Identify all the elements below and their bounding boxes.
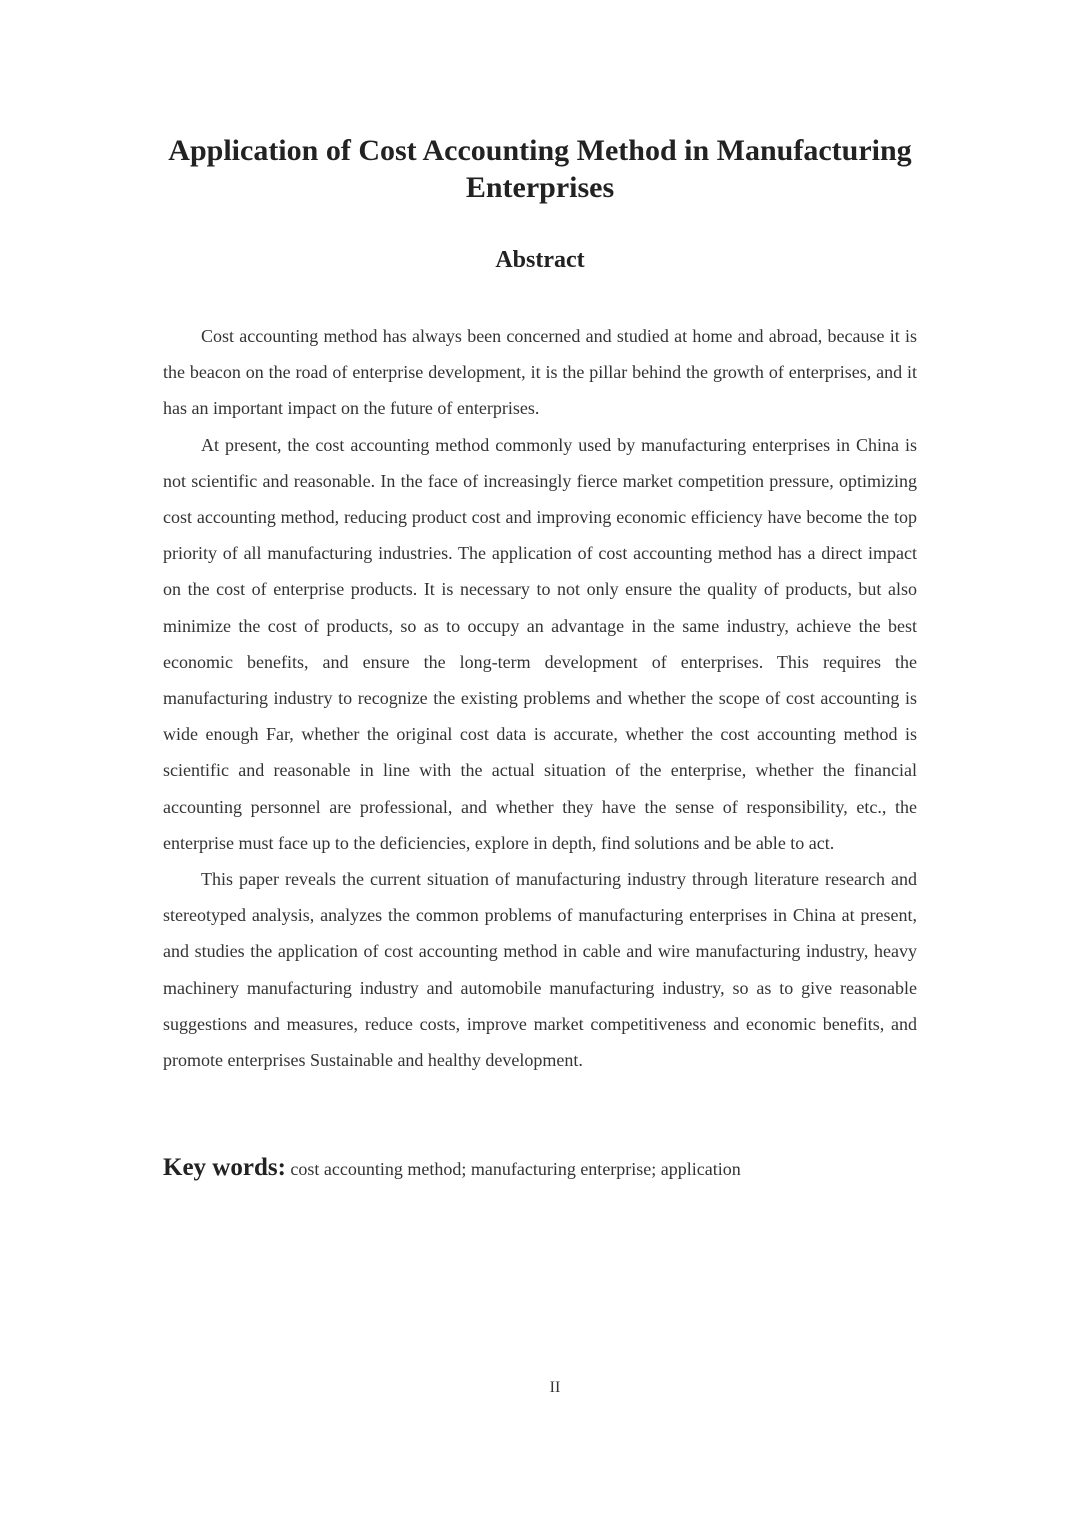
- abstract-paragraph-3: This paper reveals the current situation of manufacturing industry through literature research and stereotyped analysis, analyzes the common problems of manufacturing enterprises in China at present, and studies the application of cost accounting method in cable and wire manufacturing industry, heavy machinery manufacturing industry and automobile manufacturing industry, so as to give reasonable suggestions and measures, reduce costs, improve market competitiveness and economic benefits, and promote enterprises Sustainable and healthy development.: [163, 869, 917, 1071]
- keywords-text: cost accounting method; manufacturing enterprise; application: [290, 1159, 741, 1179]
- abstract-body: [163, 318, 917, 1078]
- document-title: Application of Cost Accounting Method in Manufacturing Enterprises: [168, 134, 912, 204]
- abstract-heading: Abstract: [495, 247, 585, 273]
- keywords-line: [163, 1150, 923, 1187]
- keywords-label: Key words:: [163, 1154, 286, 1181]
- abstract-paragraph-2: At present, the cost accounting method commonly used by manufacturing enterprises in China is not scientific and reasonable. In the face of increasingly fierce market competition pressure, optimizing cost accounting method, reducing product cost and improving economic efficiency have become the top priority of all manufacturing industries. The application of cost accounting method has a direct impact on the cost of enterprise products. It is necessary to not only ensure the quality of products, but also minimize the cost of products, so as to occupy an advantage in the same industry, achieve the best economic benefits, and ensure the long-term development of enterprises. This requires the manufacturing industry to recognize the existing problems and whether the scope of cost accounting is wide enough Far, whether the original cost data is accurate, whether the cost accounting method is scientific and reasonable in line with the actual situation of the enterprise, whether the financial accounting personnel are professional, and whether they have the sense of responsibility, etc., the enterprise must face up to the deficiencies, explore in depth, find solutions and be able to act.: [163, 434, 917, 853]
- page-number: II: [549, 1379, 561, 1396]
- abstract-paragraph-1: Cost accounting method has always been concerned and studied at home and abroad, because it is the beacon on the road of enterprise development, it is the pillar behind the growth of enterprises, and it has an important impact on the future of enterprises.: [163, 326, 917, 419]
